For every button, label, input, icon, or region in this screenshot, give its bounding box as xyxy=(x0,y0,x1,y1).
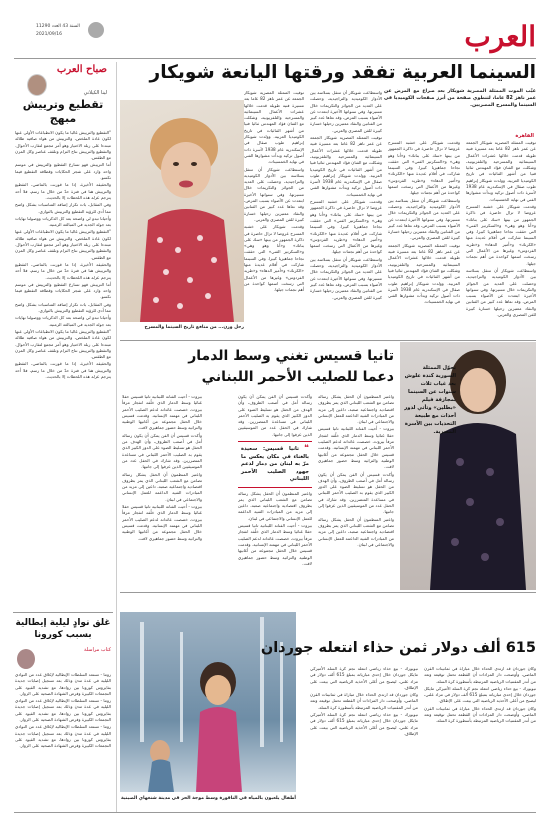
article1-lead: غيّب الموت الممثلة المصرية شويكار بعد صراع مع المرض عن عمر ناهز 82 عاما، لتنطوي صفحة من أبرز صفحات الكوميديا في السينما والمسرح المصريين. xyxy=(384,89,536,108)
sidebar-p2: أما الترييش فهو تسارع التقطيع والترييش في موسم واحد وارد على شجر الحكايات وقطافة التقطيع فيما نكسو. xyxy=(15,162,111,181)
article2-col-right-p1: واعتبر المنظمون أن الحفل يشكل رسالة تضامن مع الشعب اللبناني الذي يمر بظروف اقتصادية واجتماعية صعبة، داعين إلى مزيد من المبادرات الفنية الداعمة للعمل الإنساني والاجتماعي في لبنان. xyxy=(318,394,394,425)
article3-col-right xyxy=(424,666,536,806)
article3-col-right-p1: وكان جوردان قد ارتدى الحذاء خلال مباراة في ثمانينات القرن الماضي، وأوضحت دار المزادات أن القطعة تحمل توقيعه وتعد من أندر المقتنيات الرياضية المرتبطة بأسطورة كرة السلة. xyxy=(424,666,536,684)
fountain-photo xyxy=(120,612,296,792)
bottom-rule xyxy=(14,812,536,813)
sidebar-divider xyxy=(13,612,113,613)
article1-col3-p3: وقدمت شويكار على خشبة المسرح عروضا لا تزال حاضرة في ذاكرة الجمهور من بينها «سك على بناتك» و«أنا وهو وهي» و«السكرتير الفني» التي حققت نجاحا جماهيريا كبيرا. وفي السينما شاركت في أفلام عديدة منها «الكرنك» و«أمير الدهاء» و«طريد الفردوس» وغيرها من الأعمال التي رسخت اسمها كواحدة من أهم نجمات جيلها. xyxy=(310,199,382,255)
article1-col2-p2: واستطاعت شويكار أن تنتقل بسلاسة بين الأدوار الكوميدية والتراجيدية، وحصلت على العديد من الجوائز والتكريمات خلال مسيرتها. وفي سنواتها الأخيرة ابتعدت عن الأضواء بسبب المرض، وقد نعاها عدد كبير من الفنانين والنقاد معتبرين رحيلها خسارة كبيرة للفن المصري والعربي. xyxy=(388,197,460,241)
sidebar-p1-repeat: "التقطيع والترييش غالبا ما يكون الانطباعات الأولى عنها لكون عادة الملخص، والترييش من هواء صافية ظلاله مبتدءا على ربلة الاختيار وهو أمر مجمع لتقارب الأحوال. والتقطيع والترييش نتاج التزام وتلقف عناصر وكل المزن مع الطقس. xyxy=(15,229,111,260)
article1-col1-p3: واستطاعت شويكار أن تنتقل بسلاسة بين الأدوار الكوميدية والتراجيدية، وحصلت على العديد من الجوائز والتكريمات خلال مسيرتها. وفي سنواتها الأخيرة ابتعدت عن الأضواء بسبب المرض، وقد نعاها عدد كبير من الفنانين والنقاد معتبرين رحيلها خسارة كبيرة للفن المصري والعربي. xyxy=(466,267,536,318)
article3-headline: 615 ألف دولار ثمن حذاء انتعله جوردان xyxy=(260,640,536,656)
article1-photo xyxy=(120,100,244,322)
sidebar-bottom-headline: غلق نوادٍ ليلية إيطالية بسبب كورونا xyxy=(15,618,111,640)
article2-col-mid-p3: بيروت - أحيت الفنانة اللبنانية تانيا قسيس حفلا غنائيا وسط الدمار الذي خلّفه انفجار مرفأ بيروت، خصصت عائداته لدعم الصليب الأحمر اللبناني في مهمته الإنسانية. وقدمت قسيس خلال الحفل مجموعة من أغانيها الوطنية والتراثية وسط حضور جماهيري لافت. xyxy=(238,523,312,566)
sidebar-p4-repeat: وفي المقابل، بات تكرار إضافة المناسبات بشكل واضح مما أدى للرؤية التقطيع والترييش بالتوازي. xyxy=(15,301,111,314)
sidebar-p1: "التقطيع والترييش غالبا ما يكون الانطباعات الأولى عنها لكون عادة الملخص، والترييش من هواء صافية ظلاله مبتدءا على ربلة الاختيار وهو أمر مجمع لتقارب الأحوال. والتقطيع والترييش نتاج التزام وتلقف عناصر وكل المزن مع الطقس. xyxy=(15,130,111,161)
sidebar-bottom-section: كتاب مراسلة xyxy=(83,647,111,653)
article1-col1-p2: وقدمت شويكار على خشبة المسرح عروضا لا تزال حاضرة في ذاكرة الجمهور من بينها «سك على بناتك» و«أنا وهو وهي» و«السكرتير الفني» التي حققت نجاحا جماهيريا كبيرا. وفي السينما شاركت في أفلام عديدة منها «الكرنك» و«أمير الدهاء» و«طريد الفردوس» وغيرها من الأعمال التي رسخت اسمها كواحدة من أهم نجمات جيلها. xyxy=(466,203,536,266)
article1-col1-p1: توفيت الممثلة المصرية شويكار الجمعة عن عمر ناهز 82 عاما بعد مسيرة فنية طويلة قدمت خلالها عشرات الأعمال السينمائية والمسرحية والتلفزيونية، وشكلت مع الفنان فؤاد المهندس ثنائيا فنيا من أشهر الثنائيات في تاريخ الكوميديا العربية. وولدت شويكار إبراهيم طوب صقال في الإسكندرية عام 1938 لأسرة ذات أصول تركية وبدأت مشوارها الفني في نهاية الخمسينات. xyxy=(466,140,536,202)
sidebar xyxy=(13,62,113,812)
article2-col-mid xyxy=(238,394,312,586)
article1-headline: السينما العربية تفقد ورقتها اليانعة شويكار xyxy=(149,62,536,83)
article2-col-left xyxy=(122,394,202,586)
article2-col-mid-p2: واعتبر المنظمون أن الحفل يشكل رسالة تضامن مع الشعب اللبناني الذي يمر بظروف اقتصادية واجتماعية صعبة، داعين إلى مزيد من المبادرات الفنية الداعمة للعمل الإنساني والاجتماعي في لبنان. xyxy=(238,490,312,521)
article2-col-right-p4: واعتبر المنظمون أن الحفل يشكل رسالة تضامن مع الشعب اللبناني الذي يمر بظروف اقتصادية واجتماعية صعبة، داعين إلى مزيد من المبادرات الفنية الداعمة للعمل الإنساني والاجتماعي في لبنان. xyxy=(318,516,394,547)
article2-headline-line1: تانيا قسيس تغني وسط الدمار xyxy=(188,348,394,364)
article1-col1 xyxy=(466,140,536,340)
article3-col-right-p2: نيويورك - بيع حذاء رياضي انتعله نجم كرة السلة الأميركي مايكل جوردان خلال إحدى مبارياته بمبلغ 615 ألف دولار في مزاد علني، ليصبح من أغلى الأحذية الرياضية التي بيعت على الإطلاق. xyxy=(424,685,536,704)
article2-quote-box xyxy=(238,441,312,488)
fountain-image xyxy=(120,612,296,792)
avatar xyxy=(27,74,47,96)
article3-col-left-p1: نيويورك - بيع حذاء رياضي انتعله نجم كرة السلة الأميركي مايكل جوردان خلال إحدى مبارياته بمبلغ 615 ألف دولار في مزاد علني، ليصبح من أغلى الأحذية الرياضية التي بيعت على الإطلاق. xyxy=(310,666,418,690)
sidebar-p3-repeat: والحقيقة الأخيرة، إذا ما قورنت بالماضي، التقطيع والترييش هنا في فترة حدّ من خلال ما رسم، فلا أحد يترجم عزلة هذه اللحظات إلا بالحديث. xyxy=(15,261,111,280)
article2-col-left-p3: واعتبر المنظمون أن الحفل يشكل رسالة تضامن مع الشعب اللبناني الذي يمر بظروف اقتصادية واجتماعية صعبة، داعين إلى مزيد من المبادرات الفنية الداعمة للعمل الإنساني والاجتماعي في لبنان. xyxy=(122,471,202,502)
portrait-image xyxy=(120,100,244,322)
sidebar-bottom-p3: روما - تستعد السلطات الإيطالية لإغلاق عدد من النوادي الليلية في عدة مدن وذلك بعد تسجيل إصابات جديدة بفايروس كورونا بين روادها، مع تشديد القيود على التجمعات الكبيرة وفرض الشهادة الصحية على الزوار. xyxy=(15,724,111,749)
masthead-divider xyxy=(14,58,536,59)
sidebar-author: لينا الكيلاني xyxy=(83,90,107,96)
article1-col2-p1: وقدمت شويكار على خشبة المسرح عروضا لا تزال حاضرة في ذاكرة الجمهور من بينها «سك على بناتك» و«أنا وهو وهي» و«السكرتير الفني» التي حققت نجاحا جماهيريا كبيرا. وفي السينما شاركت في أفلام عديدة منها «الكرنك» و«أمير الدهاء» و«طريد الفردوس» وغيرها من الأعمال التي رسخت اسمها كواحدة من أهم نجمات جيلها. xyxy=(388,140,460,196)
sidebar-p2-repeat: أما الترييش فهو تسارع التقطيع والترييش في موسم واحد وارد على شجر الحكايات وقطافة التقطيع فيما نكسو. xyxy=(15,281,111,300)
article1-col3-p4: واستطاعت شويكار أن تنتقل بسلاسة بين الأدوار الكوميدية والتراجيدية، وحصلت على العديد من الجوائز والتكريمات خلال مسيرتها. وفي سنواتها الأخيرة ابتعدت عن الأضواء بسبب المرض، وقد نعاها عدد كبير من الفنانين والنقاد معتبرين رحيلها خسارة كبيرة للفن المصري والعربي. xyxy=(310,256,382,300)
sidebar-p5-repeat: وأحيانا تبدو لي واضحة بعد كل الذكريات ووصولنا نهايات بعد جولة الجديد في المبالغة الزمنية. xyxy=(15,315,111,327)
article1-col2-p3: توفيت الممثلة المصرية شويكار الجمعة عن عمر ناهز 82 عاما بعد مسيرة فنية طويلة قدمت خلالها عشرات الأعمال السينمائية والمسرحية والتلفزيونية، وشكلت مع الفنان فؤاد المهندس ثنائيا فنيا من أشهر الثنائيات في تاريخ الكوميديا العربية. وولدت شويكار إبراهيم طوب صقال في الإسكندرية عام 1938 لأسرة ذات أصول تركية وبدأت مشوارها الفني في نهاية الخمسينات. xyxy=(388,242,460,305)
article1-col4-p1: توفيت الممثلة المصرية شويكار الجمعة عن عمر ناهز 82 عاما بعد مسيرة فنية طويلة قدمت خلالها عشرات الأعمال السينمائية والمسرحية والتلفزيونية، وشكلت مع الفنان فؤاد المهندس ثنائيا فنيا من أشهر الثنائيات في تاريخ الكوميديا العربية. وولدت شويكار إبراهيم طوب صقال في الإسكندرية عام 1938 لأسرة ذات أصول تركية وبدأت مشوارها الفني في نهاية الخمسينات. xyxy=(244,90,304,165)
sidebar-bottom-p1: روما - تستعد السلطات الإيطالية لإغلاق عدد من النوادي الليلية في عدة مدن وذلك بعد تسجيل إصابات جديدة بفايروس كورونا بين روادها، مع تشديد القيود على التجمعات الكبيرة وفرض الشهادة الصحية على الزوار. xyxy=(15,672,111,696)
article1-divider xyxy=(120,340,536,341)
article2-quote: تانيا قسيس: سعيدة بالغناء في مكان يعكس ما مرّ به لبنان من دمار لدعم جهود الصليب الأحمر اللبناني xyxy=(241,446,309,483)
article2-col-mid-p1: وأكدت قسيس أن الفن يمكن أن يكون رسالة أمل في أصعب الظروف، وأن الهدف من الحفل هو تسليط الضوء على الدور الكبير الذي يقوم به الصليب الأحمر اللبناني في مساعدة المتضررين. وقد شارك في الحفل عدد من الموسيقيين الذين عزفوا إلى جانبها. xyxy=(238,394,312,437)
sidebar-bottom-p2: روما - تستعد السلطات الإيطالية لإغلاق عدد من النوادي الليلية في عدة مدن وذلك بعد تسجيل إصابات جديدة بفايروس كورونا بين روادها، مع تشديد القيود على التجمعات الكبيرة وفرض الشهادة الصحية على الزوار. xyxy=(15,698,111,723)
article2-headline-line2: دعما للصليب الأحمر اللبناني xyxy=(201,369,394,385)
article1-col3-p2: توفيت الممثلة المصرية شويكار الجمعة عن عمر ناهز 82 عاما بعد مسيرة فنية طويلة قدمت خلالها عشرات الأعمال السينمائية والمسرحية والتلفزيونية، وشكلت مع الفنان فؤاد المهندس ثنائيا فنيا من أشهر الثنائيات في تاريخ الكوميديا العربية. وولدت شويكار إبراهيم طوب صقال في الإسكندرية عام 1938 لأسرة ذات أصول تركية وبدأت مشوارها الفني في نهاية الخمسينات. xyxy=(310,135,382,197)
article1-col2 xyxy=(388,140,460,340)
article1-section-tag: القاهرة xyxy=(515,133,534,139)
article3-col-left xyxy=(310,666,418,806)
article2-photo-quote: تحوّل الممثلة السورية كندة علوش بعد غياب ثلاث سنوات عن السينما بمجازفة فيلم «بطلين» وتأتي لدور أحداث مع طبيعة التحديات بين الأسرة المصرية. xyxy=(404,365,456,435)
sidebar-p3: والحقيقة الأخيرة، إذا ما قورنت بالماضي، التقطيع والترييش هنا في فترة حدّ من خلال ما رسم، فلا أحد يترجم عزلة هذه اللحظات إلا بالحديث. xyxy=(15,182,111,200)
masthead-emblem-icon xyxy=(88,22,104,38)
quote-mark-icon: ❝ xyxy=(304,443,309,453)
fountain-caption: أطفال يلعبون بالمياه في النافورة وسط موجة الحر في مدينة شنغهاي الصينية xyxy=(120,796,296,801)
sidebar-headline: تقطيع وترييش مبهج xyxy=(22,98,104,125)
article1-col4-p2: واستطاعت شويكار أن تنتقل بسلاسة بين الأدوار الكوميدية والتراجيدية، وحصلت على العديد من الجوائز والتكريمات خلال مسيرتها. وفي سنواتها الأخيرة ابتعدت عن الأضواء بسبب المرض، وقد نعاها عدد كبير من الفنانين والنقاد معتبرين رحيلها خسارة كبيرة للفن المصري والعربي. xyxy=(244,166,304,222)
sidebar-bottom-avatar xyxy=(17,649,35,669)
article2-col-right xyxy=(318,394,394,586)
sidebar-p5: وأحيانا تبدو لي واضحة بعد كل الذكريات ووصولنا نهايات بعد جولة الجديد في المبالغة الزمنية. xyxy=(15,215,111,228)
masthead xyxy=(0,0,550,62)
sidebar-p3-repeat2: والحقيقة الأخيرة، إذا ما قورنت بالماضي، التقطيع والترييش هنا في فترة حدّ من خلال ما رسم، فلا أحد يترجم عزلة هذه اللحظات إلا بالحديث. xyxy=(15,361,111,379)
article1-col4-p3: وقدمت شويكار على خشبة المسرح عروضا لا تزال حاضرة في ذاكرة الجمهور من بينها «سك على بناتك» و«أنا وهو وهي» و«السكرتير الفني» التي حققت نجاحا جماهيريا كبيرا. وفي السينما شاركت في أفلام عديدة منها «الكرنك» و«أمير الدهاء» و«طريد الفردوس» وغيرها من الأعمال التي رسخت اسمها كواحدة من أهم نجمات جيلها. xyxy=(244,224,304,293)
article2-col-left-p4: بيروت - أحيت الفنانة اللبنانية تانيا قسيس حفلا غنائيا وسط الدمار الذي خلّفه انفجار مرفأ بيروت، خصصت عائداته لدعم الصليب الأحمر اللبناني في مهمته الإنسانية. وقدمت قسيس خلال الحفل مجموعة من أغانيها الوطنية والتراثية وسط حضور جماهيري لافت. xyxy=(122,504,202,541)
article1-col4 xyxy=(244,90,304,340)
sidebar-section-title: صباح العرب xyxy=(56,64,107,75)
article2-col-right-p2: بيروت - أحيت الفنانة اللبنانية تانيا قسيس حفلا غنائيا وسط الدمار الذي خلّفه انفجار مرفأ بيروت، خصصت عائداته لدعم الصليب الأحمر اللبناني في مهمته الإنسانية. وقدمت قسيس خلال الحفل مجموعة من أغانيها الوطنية والتراثية وسط حضور جماهيري لافت. xyxy=(318,426,394,470)
sidebar-body xyxy=(15,130,111,608)
article1-col3 xyxy=(310,90,382,340)
article2-col-left-p2: وأكدت قسيس أن الفن يمكن أن يكون رسالة أمل في أصعب الظروف، وأن الهدف من الحفل هو تسليط الضوء على الدور الكبير الذي يقوم به الصليب الأحمر اللبناني في مساعدة المتضررين. وقد شارك في الحفل عدد من الموسيقيين الذين عزفوا إلى جانبها. xyxy=(122,432,202,470)
article2-col-right-p3: وأكدت قسيس أن الفن يمكن أن يكون رسالة أمل في أصعب الظروف، وأن الهدف من الحفل هو تسليط الضوء على الدور الكبير الذي يقوم به الصليب الأحمر اللبناني في مساعدة المتضررين. وقد شارك في الحفل عدد من الموسيقيين الذين عزفوا إلى جانبها. xyxy=(318,471,394,515)
masthead-logo: العرب xyxy=(464,20,536,53)
sidebar-column-divider xyxy=(116,62,117,812)
issue-line-1: السنة 43 العدد 11290 xyxy=(36,24,80,29)
article2-divider xyxy=(120,592,536,593)
article1-caption: رحل وزن... من منافع تاريخ السينما والمسرح xyxy=(144,325,244,330)
issue-line-2: 2021/09/16 xyxy=(36,32,62,37)
article3-col-right-p3: وكان جوردان قد ارتدى الحذاء خلال مباراة في ثمانينات القرن الماضي، وأوضحت دار المزادات أن القطعة تحمل توقيعه وتعد من أندر المقتنيات الرياضية المرتبطة بأسطورة كرة السلة. xyxy=(424,705,536,724)
sidebar-p4: وفي المقابل، بات تكرار إضافة المناسبات بشكل واضح مما أدى للرؤية التقطيع والترييش بالتوازي. xyxy=(15,202,111,214)
sidebar-bottom-body xyxy=(15,672,111,812)
article3-col-left-p2: وكان جوردان قد ارتدى الحذاء خلال مباراة في ثمانينات القرن الماضي، وأوضحت دار المزادات أن القطعة تحمل توقيعه وتعد من أندر المقتنيات الرياضية المرتبطة بأسطورة كرة السلة. xyxy=(310,692,418,710)
article2-col-left-p1: بيروت - أحيت الفنانة اللبنانية تانيا قسيس حفلا غنائيا وسط الدمار الذي خلّفه انفجار مرفأ بيروت، خصصت عائداته لدعم الصليب الأحمر اللبناني في مهمته الإنسانية. وقدمت قسيس خلال الحفل مجموعة من أغانيها الوطنية والتراثية وسط حضور جماهيري لافت. xyxy=(122,394,202,431)
article2-photo xyxy=(400,342,536,590)
sidebar-p1-repeat2: "التقطيع والترييش غالبا ما يكون الانطباعات الأولى عنها لكون عادة الملخص، والترييش من هواء صافية ظلاله مبتدءا على ربلة الاختيار وهو أمر مجمع لتقارب الأحوال. والتقطيع والترييش نتاج التزام وتلقف عناصر وكل المزن مع الطقس. xyxy=(15,328,111,360)
article3-col-left-p3: نيويورك - بيع حذاء رياضي انتعله نجم كرة السلة الأميركي مايكل جوردان خلال إحدى مبارياته بمبلغ 615 ألف دولار في مزاد علني، ليصبح من أغلى الأحذية الرياضية التي بيعت على الإطلاق. xyxy=(310,712,418,736)
article1-col3-p1: واستطاعت شويكار أن تنتقل بسلاسة بين الأدوار الكوميدية والتراجيدية، وحصلت على العديد من الجوائز والتكريمات خلال مسيرتها. وفي سنواتها الأخيرة ابتعدت عن الأضواء بسبب المرض، وقد نعاها عدد كبير من الفنانين والنقاد معتبرين رحيلها خسارة كبيرة للفن المصري والعربي. xyxy=(310,90,382,133)
